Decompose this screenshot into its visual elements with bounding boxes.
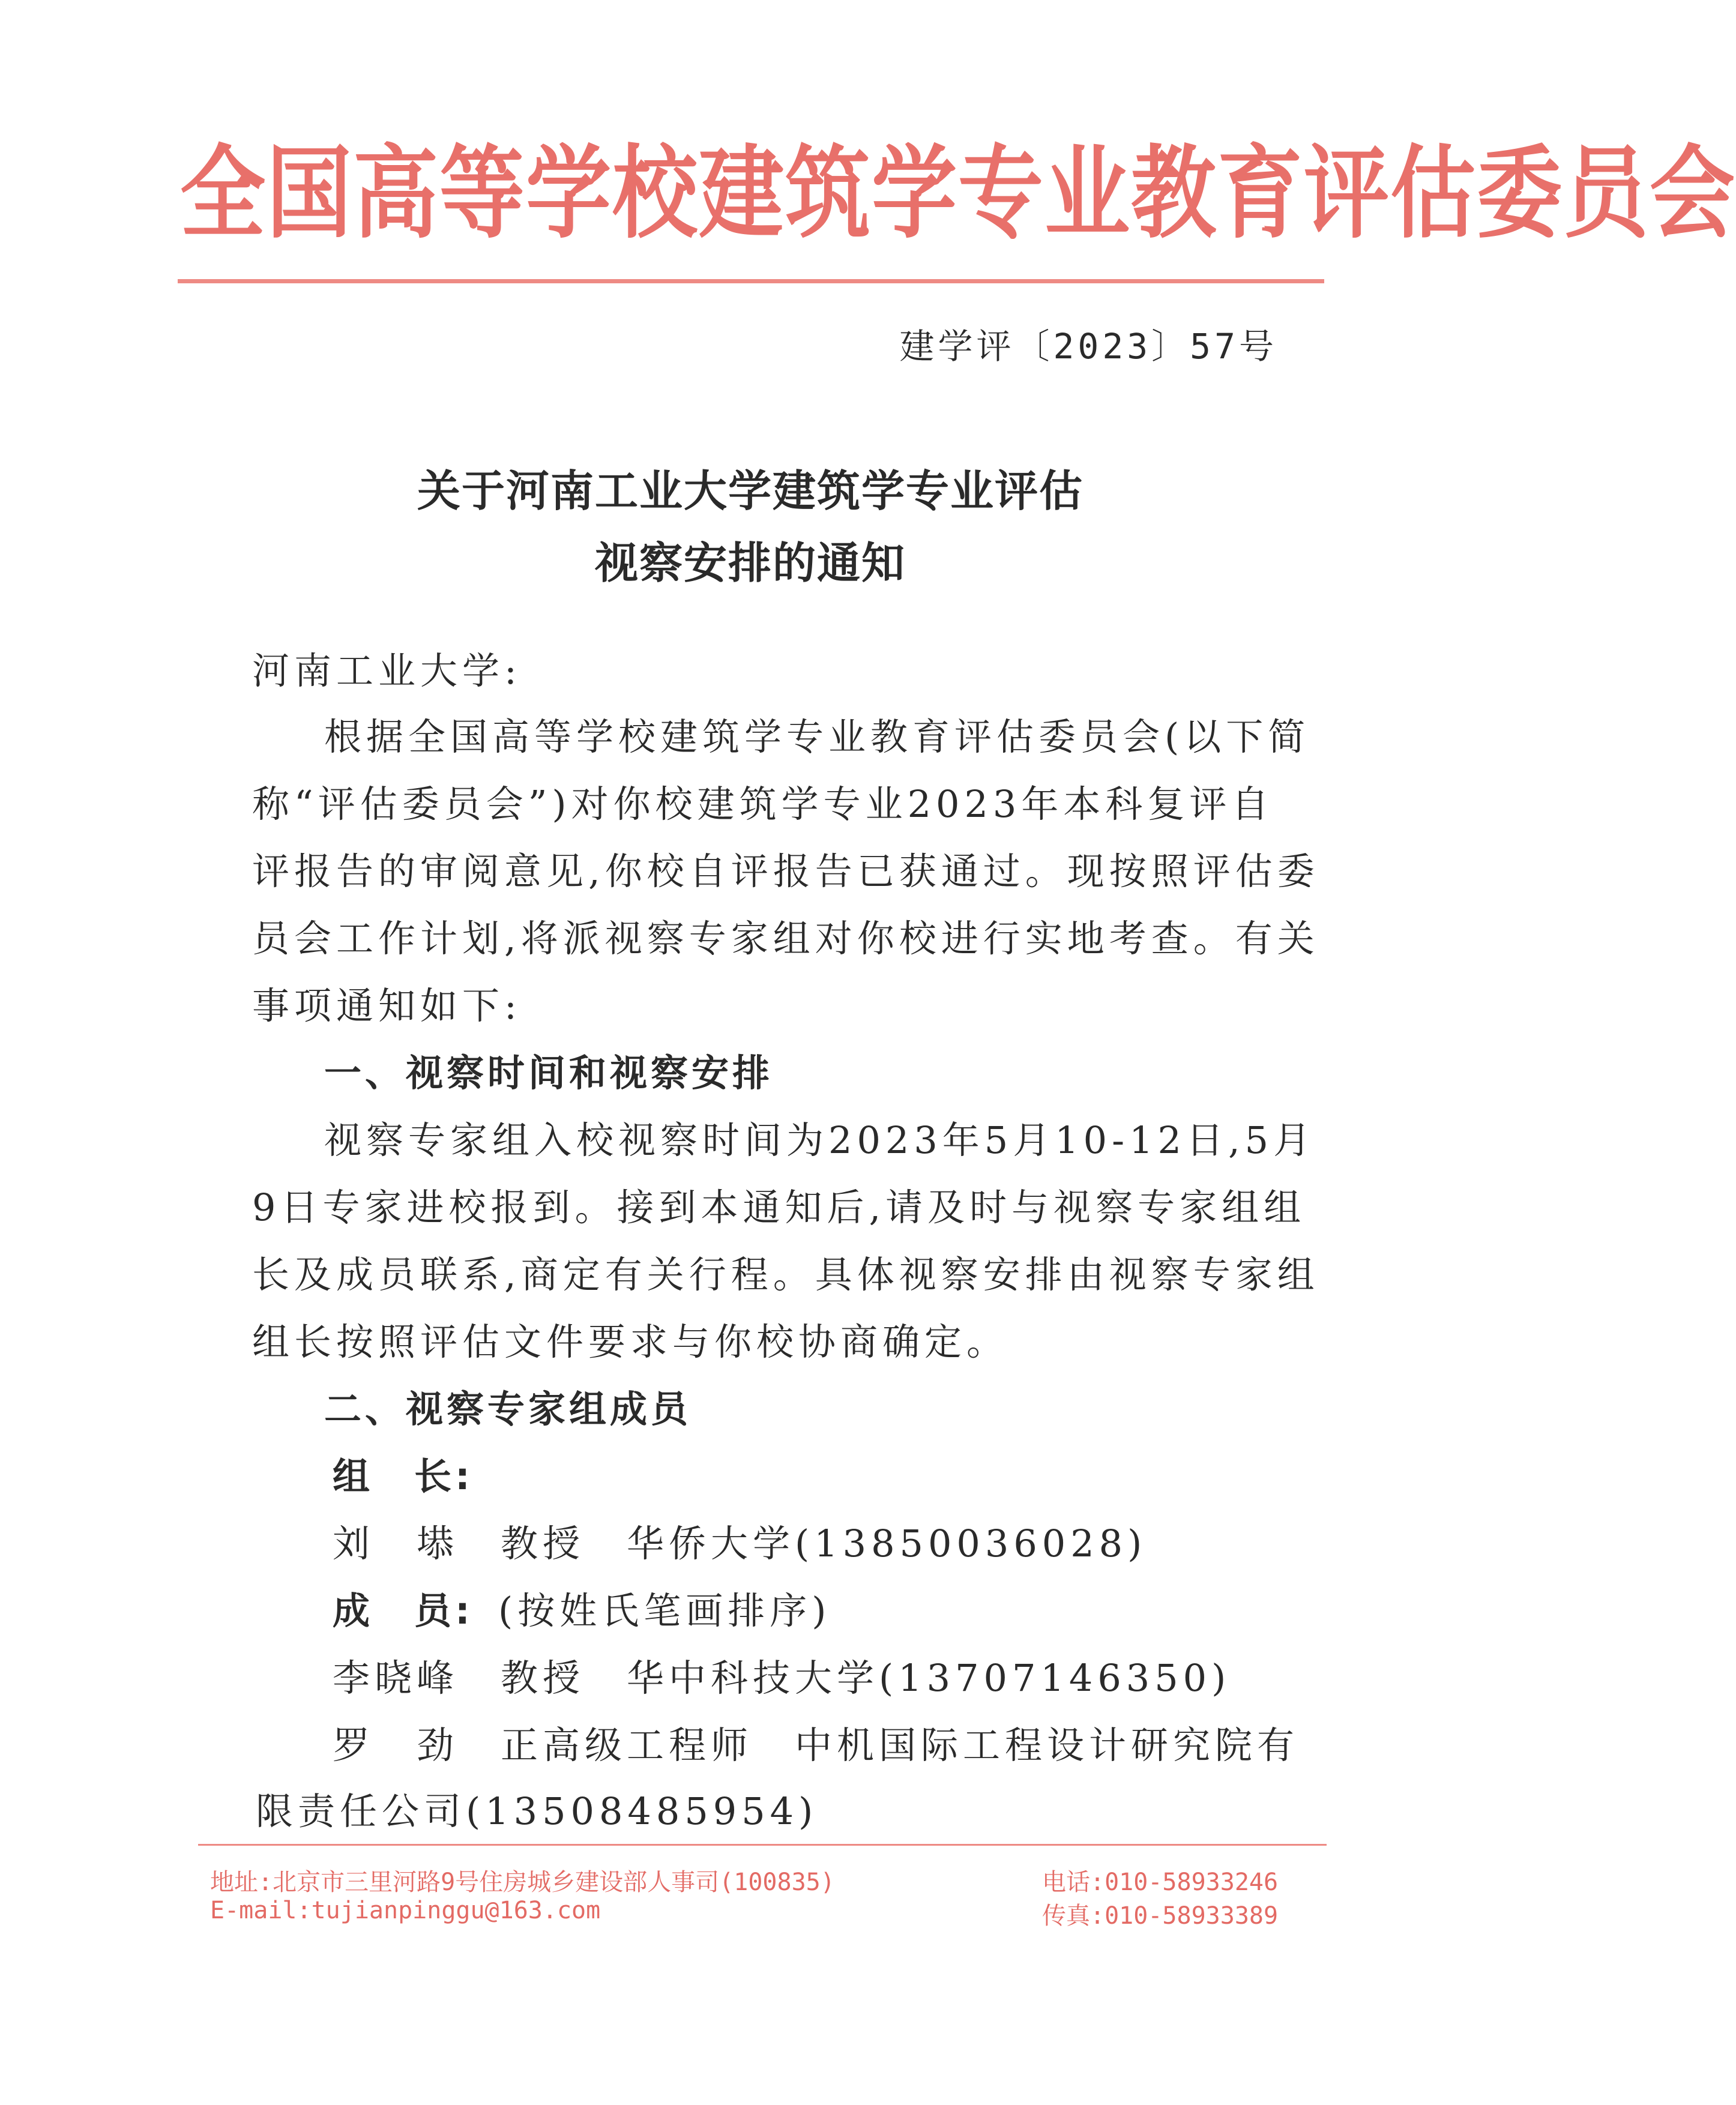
section1-line: 9日专家进校报到。接到本通知后,请及时与视察专家组组 <box>252 1185 1306 1229</box>
intro-line: 评报告的审阅意见,你校自评报告已获通过。现按照评估委 <box>252 849 1319 893</box>
footer-fax: 传真:010-58933389 <box>1042 1902 1279 1930</box>
doc-title-line2: 视察安排的通知 <box>594 537 906 588</box>
leader-line: 刘 塨 教授 华侨大学(13850036028) <box>333 1522 1147 1565</box>
doc-number: 建学评〔2023〕57号 <box>899 326 1277 367</box>
salutation: 河南工业大学: <box>252 649 522 693</box>
member-line: 李晓峰 教授 华中科技大学(13707146350) <box>333 1656 1231 1700</box>
footer-email: E-mail:tujianpinggu@163.com <box>210 1897 601 1924</box>
footer-rule <box>198 1844 1327 1846</box>
footer-phone: 电话:010-58933246 <box>1042 1869 1279 1896</box>
letterhead-org-name: 全国高等学校建筑学专业教育评估委员会 <box>180 134 1736 253</box>
member-line: 罗 劲 正高级工程师 中机国际工程设计研究院有 <box>333 1723 1300 1767</box>
intro-line: 根据全国高等学校建筑学专业教育评估委员会(以下简 <box>324 715 1310 759</box>
section2-heading: 二、视察专家组成员 <box>324 1387 692 1431</box>
member-line-cont: 限责任公司(13508485954) <box>256 1789 818 1833</box>
intro-line: 称“评估委员会”)对你校建筑学专业2023年本科复评自 <box>252 782 1274 826</box>
intro-line: 员会工作计划,将派视察专家组对你校进行实地考查。有关 <box>252 917 1319 960</box>
members-note: (按姓氏笔画排序) <box>498 1589 831 1633</box>
section1-heading: 一、视察时间和视察安排 <box>324 1051 774 1095</box>
intro-line: 事项通知如下: <box>252 984 522 1028</box>
footer-address: 地址:北京市三里河路9号住房城乡建设部人事司(100835) <box>210 1869 835 1896</box>
doc-title-line1: 关于河南工业大学建筑学专业评估 <box>417 465 1083 516</box>
section1-line: 组长按照评估文件要求与你校协商确定。 <box>252 1320 1009 1364</box>
members-label: 成 员: <box>333 1589 474 1633</box>
letterhead-rule <box>178 279 1324 283</box>
section1-line: 长及成员联系,商定有关行程。具体视察安排由视察专家组 <box>252 1253 1319 1296</box>
leader-label: 组 长: <box>333 1454 474 1498</box>
section1-line: 视察专家组入校视察时间为2023年5月10-12日,5月 <box>324 1118 1316 1162</box>
